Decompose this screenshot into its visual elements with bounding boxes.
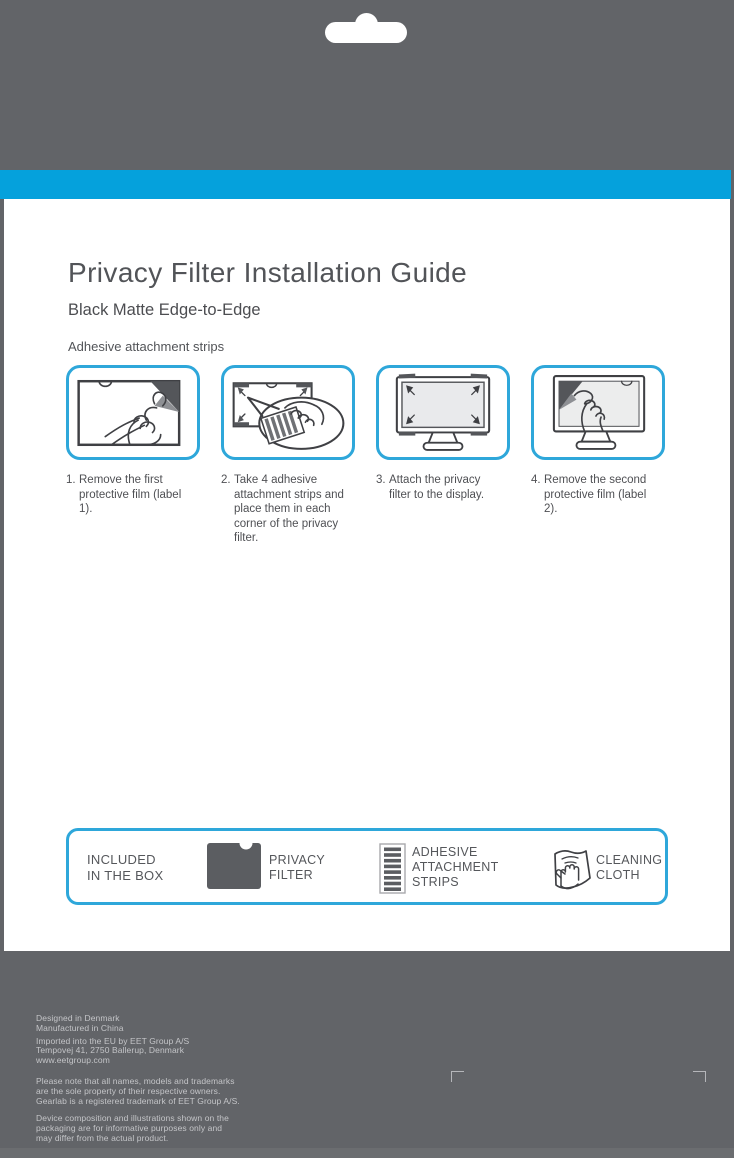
step-2-caption (221, 473, 355, 546)
label-area-corner-mark-left (451, 1071, 464, 1082)
privacy-filter-icon (206, 842, 262, 890)
step-1-box (66, 365, 200, 460)
privacy-filter-label: PRIVACY FILTER (269, 853, 326, 882)
step-2-text: Take 4 adhesive attachment strips and place them in each corner of the privacy filter. (234, 474, 344, 544)
bottom-edge-strip (0, 1148, 734, 1158)
included-in-box-panel (66, 828, 668, 905)
peel-first-film-icon (74, 373, 192, 453)
place-strips-icon (229, 373, 347, 453)
step-2-box (221, 365, 355, 460)
step-2-number: 2. (221, 474, 231, 486)
step-4-text: Remove the second protective film (label 2). (544, 474, 647, 515)
included-label: INCLUDED IN THE BOX (87, 852, 164, 883)
step-3-caption (376, 473, 510, 546)
step-4-number: 4. (531, 474, 541, 486)
hang-tab (325, 22, 407, 43)
adhesive-strips-label: ADHESIVE ATTACHMENT STRIPS (412, 845, 499, 889)
footer-origin: Designed in Denmark Manufactured in China (36, 1013, 124, 1033)
instruction-card (4, 199, 730, 951)
step-1-text: Remove the first protective film (label 1). (79, 474, 182, 515)
section-label: Adhesive attachment strips (68, 339, 225, 354)
step-1-caption (66, 473, 200, 546)
adhesive-strips-icon (379, 843, 406, 894)
label-area-corner-mark-right (693, 1071, 706, 1082)
step-captions (66, 473, 665, 546)
cleaning-cloth-icon (546, 844, 594, 894)
step-3-box (376, 365, 510, 460)
step-3-text: Attach the privacy filter to the display. (389, 474, 485, 501)
footer-importer: Imported into the EU by EET Group A/S Tempovej 41, 2750 Ballerup, Denmark www.eetgroup.com (36, 1035, 190, 1066)
step-1-number: 1. (66, 474, 76, 486)
attach-filter-icon (384, 373, 502, 453)
cleaning-cloth-label: CLEANING CLOTH (596, 853, 663, 882)
step-3-number: 3. (376, 474, 386, 486)
page-title: Privacy Filter Installation Guide (68, 257, 468, 288)
peel-second-film-icon (539, 373, 657, 453)
page-subtitle: Black Matte Edge-to-Edge (68, 301, 261, 319)
accent-stripe (0, 170, 731, 199)
steps-row (66, 365, 665, 460)
footer-disclaimer: Device composition and illustrations shown on the packaging are for informative purposes only and may differ from the actual product. (36, 1113, 229, 1143)
footer-trademark-note: Please note that all names, models and trademarks are the sole property of their respective owners. Gearlab is a registered trademark of EET Group A/S. (36, 1075, 240, 1106)
step-4-box (531, 365, 665, 460)
footer-legal-text (36, 1014, 240, 1144)
step-4-caption (531, 473, 665, 546)
